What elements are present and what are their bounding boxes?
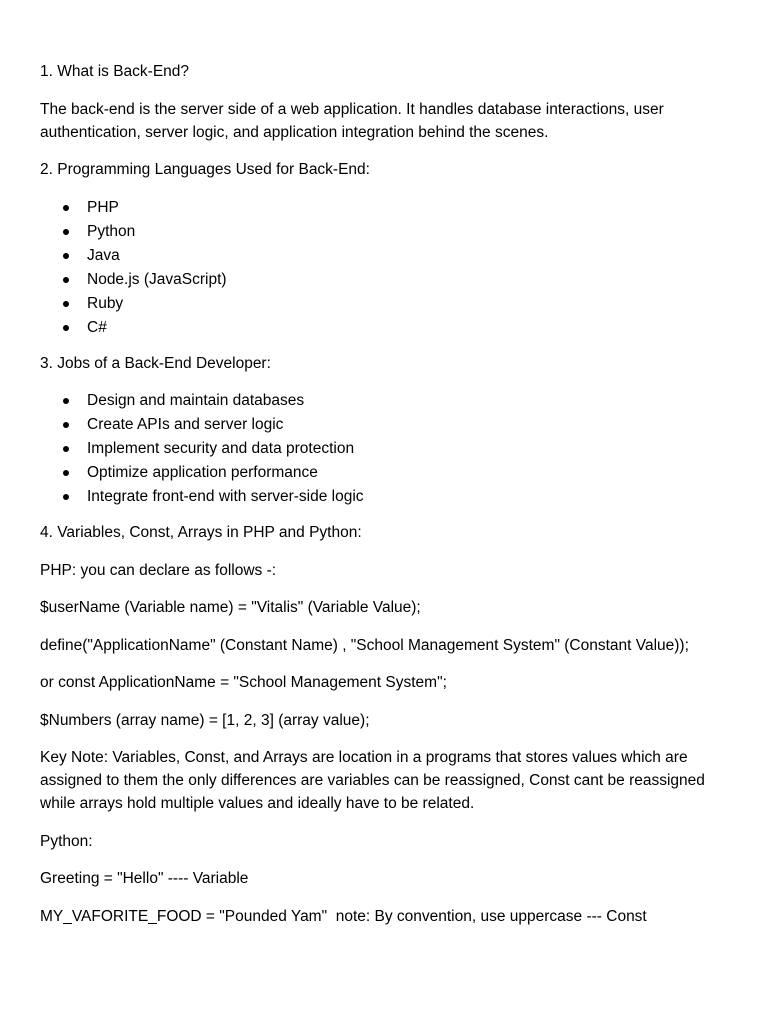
bullet-icon: [63, 205, 69, 211]
list-item: [40, 196, 728, 219]
section-2-heading: 2. Programming Languages Used for Back-End:: [40, 161, 370, 178]
list-item-text: Ruby: [87, 294, 124, 312]
list-item-text: Integrate front-end with server-side logic: [87, 488, 364, 505]
section-1-heading: 1. What is Back-End?: [40, 63, 190, 80]
bullet-icon: [63, 301, 69, 307]
list-item-text: Optimize application performance: [87, 464, 318, 481]
list-item: [40, 413, 728, 436]
section-3-heading: 3. Jobs of a Back-End Developer:: [40, 354, 271, 372]
list-item-text: Create APIs and server logic: [87, 416, 284, 433]
list-item: [40, 268, 728, 291]
list-item-text: PHP: [87, 198, 119, 216]
list-item: [40, 461, 728, 484]
list-item: [40, 437, 728, 460]
php-variable-example: $userName (Variable name) = "Vitalis" (Variable Value);: [40, 599, 421, 616]
list-item: [40, 485, 728, 508]
section-1-body: The back-end is the server side of a web application. It handles database interactions, user authentication, server logic, and application integration behind the scenes.: [40, 100, 664, 141]
list-item-text: Node.js (JavaScript): [87, 270, 227, 288]
bullet-icon: [63, 446, 69, 452]
bullet-icon: [63, 253, 69, 259]
php-array-example: $Numbers (array name) = [1, 2, 3] (array value);: [40, 711, 370, 729]
php-define-example: define("ApplicationName" (Constant Name) , "School Management System" (Constant Value));: [40, 636, 689, 654]
bullet-icon: [63, 494, 69, 500]
bullet-icon: [63, 422, 69, 428]
list-item-text: Python: [87, 222, 136, 240]
bullet-icon: [63, 277, 69, 283]
list-item: [40, 220, 728, 243]
list-item: [40, 389, 728, 412]
python-const-example: MY_VAFORITE_FOOD = "Pounded Yam" note: By convention, use uppercase --- Const: [40, 907, 647, 925]
list-item-text: C#: [87, 318, 107, 336]
bullet-icon: [63, 229, 69, 235]
python-intro: Python:: [40, 832, 93, 850]
list-item: [40, 292, 728, 315]
list-item-text: Java: [87, 246, 120, 264]
jobs-list: [40, 389, 728, 508]
list-item: [40, 244, 728, 267]
bullet-icon: [63, 470, 69, 476]
python-variable-example: Greeting = "Hello" ---- Variable: [40, 870, 249, 887]
list-item: [40, 316, 728, 339]
section-4-heading: 4. Variables, Const, Arrays in PHP and Python:: [40, 524, 362, 541]
list-item-text: Design and maintain databases: [87, 392, 305, 409]
key-note: Key Note: Variables, Const, and Arrays are location in a programs that stores values which are assigned to them the only differences are variables can be reassigned, Const cant be reassigned while arrays hold multiple values and ideally have to be related.: [40, 749, 705, 812]
bullet-icon: [63, 398, 69, 404]
languages-list: [40, 196, 728, 339]
php-intro: PHP: you can declare as follows -:: [40, 561, 277, 579]
list-item-text: Implement security and data protection: [87, 440, 355, 457]
bullet-icon: [63, 325, 69, 331]
php-const-example: or const ApplicationName = "School Management System";: [40, 674, 447, 691]
